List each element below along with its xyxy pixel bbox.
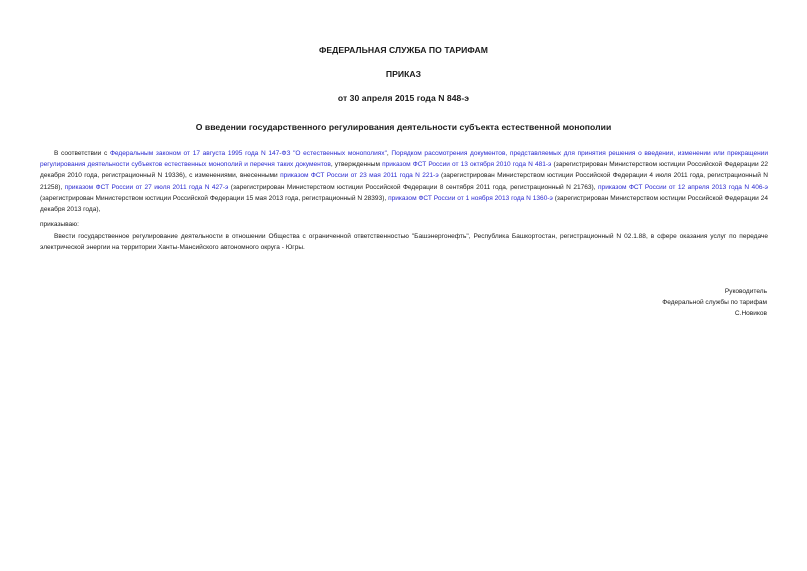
preamble-text: (зарегистрирован Министерством юстиции Российской Федерации 24 декабря 2013 года),: [40, 194, 768, 214]
preamble-text: ,: [386, 150, 392, 157]
link-order-406[interactable]: приказом ФСТ России от 12 апреля 2013 года N 406-э: [598, 183, 768, 191]
link-order-1360[interactable]: приказом ФСТ России от 1 ноября 2013 года N 1360-э: [388, 194, 553, 202]
link-order-481[interactable]: приказом ФСТ России от 13 октября 2010 года N 481-э: [382, 161, 552, 169]
decree-item: Ввести государственное регулирование деятельности в отношении Общества с ограниченной ответственностью "Башэнергонефть", Республика Башкортостан, регистрационный N 02.1.88, в сфере оказания услуг по передаче электрической энергии на территории Ханты-Мансийского автономного округа - Югры.: [40, 233, 768, 252]
decree-word: приказываю:: [40, 221, 79, 228]
document-title: О введении государственного регулирования деятельности субъекта естественной монополии: [195, 122, 612, 132]
preamble-text: (зарегистрирован Министерством юстиции Российской Федерации 8 сентября 2011 года, регистрационный N 21763),: [228, 183, 599, 191]
preamble-text: В соответствии с: [54, 150, 110, 157]
preamble-text: (зарегистрирован Министерством юстиции Российской Федерации 22 декабря 2010 года, регистрационный N 19336), с изменениями, внесенными: [40, 161, 768, 180]
preamble-text: (зарегистрирован Министерством юстиции Российской Федерации 4 июля 2011 года, регистрационный N 21258),: [40, 172, 768, 191]
link-order-221[interactable]: приказом ФСТ России от 23 мая 2011 года N 221-э: [280, 172, 439, 180]
link-federal-law-147[interactable]: Федеральным законом от 17 августа 1995 года N 147-ФЗ "О естественных монополиях": [109, 150, 387, 157]
link-procedure-documents[interactable]: Порядком рассмотрения документов, представляемых для принятия решения о введении, изменении или прекращении регулирования деятельности субъектов естественных монополий и перечня таких документов: [40, 150, 769, 169]
signatory-name: С.Новиков: [734, 310, 767, 317]
preamble-paragraph: [40, 148, 768, 215]
signatory-role: Руководитель: [724, 288, 767, 295]
preamble-text: (зарегистрирован Министерством юстиции Российской Федерации 15 мая 2013 года, регистрационный N 28393),: [40, 194, 389, 202]
signatory-agency: Федеральной службы по тарифам: [662, 299, 767, 306]
document-date: от 30 апреля 2015 года N 848-э: [337, 93, 470, 103]
agency-heading: ФЕДЕРАЛЬНАЯ СЛУЖБА ПО ТАРИФАМ: [319, 45, 488, 55]
preamble-text: , утвержденным: [330, 161, 383, 169]
document-type: ПРИКАЗ: [385, 69, 422, 79]
link-order-427[interactable]: приказом ФСТ России от 27 июля 2011 года N 427-э: [64, 183, 229, 191]
